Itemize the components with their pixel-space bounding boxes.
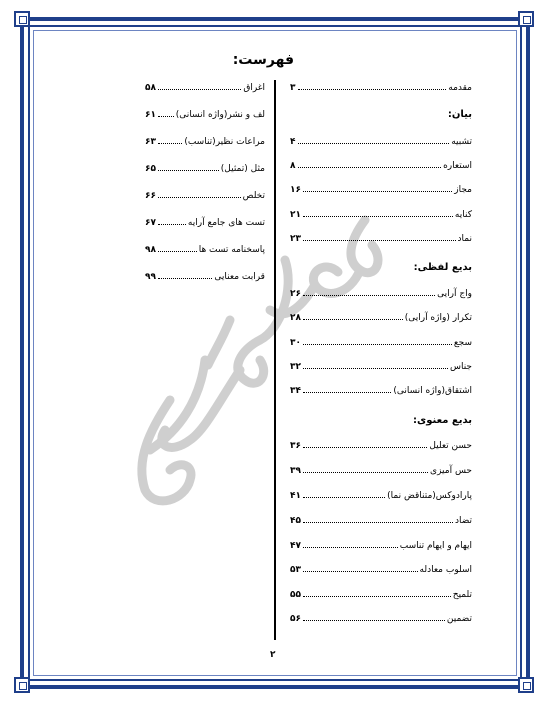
frame-corner-ornament — [518, 11, 534, 27]
leader-dots — [303, 564, 418, 572]
toc-entry[interactable] — [145, 163, 265, 177]
toc-entry-label: لف و نشر(واژه انسانی) — [175, 110, 265, 120]
toc-entry-label: حسن تعلیل — [429, 441, 472, 451]
toc-entry-page: ۴۱ — [290, 491, 301, 501]
toc-entry[interactable] — [145, 109, 265, 123]
toc-entry[interactable] — [290, 288, 472, 302]
toc-entry-page: ۲۱ — [290, 210, 301, 220]
toc-entry-label: تشبیه — [451, 137, 472, 147]
toc-entry-page: ۳ — [290, 83, 296, 93]
toc-entry-page: ۶۱ — [145, 110, 156, 120]
toc-entry-page: ۲۸ — [290, 313, 301, 323]
toc-entry[interactable] — [290, 160, 472, 174]
toc-entry-label: قرابت معنایی — [214, 272, 265, 282]
leader-dots — [298, 82, 447, 90]
frame-corner-ornament — [518, 677, 534, 693]
toc-entry[interactable] — [290, 385, 472, 399]
leader-dots — [303, 312, 403, 320]
toc-entry-label: مراعات نظیر(تناسب) — [184, 137, 265, 147]
leader-dots — [158, 163, 219, 171]
toc-entry-label: تضمین — [446, 614, 472, 624]
toc-entry[interactable] — [290, 361, 472, 375]
toc-entry-label: اشتقاق(واژه انسانی) — [393, 386, 472, 396]
leader-dots — [158, 190, 241, 198]
toc-entry-page: ۶۳ — [145, 137, 156, 147]
toc-entry-label: اغراق — [243, 83, 265, 93]
toc-entry-page: ۱۶ — [290, 185, 301, 195]
toc-entry-page: ۵۳ — [290, 565, 301, 575]
toc-entry-label: جناس — [449, 362, 472, 372]
toc-entry-label: واج آرایی — [437, 289, 472, 299]
toc-entry[interactable] — [145, 136, 265, 150]
toc-entry[interactable] — [290, 136, 472, 150]
toc-entry[interactable] — [145, 82, 265, 96]
toc-entry[interactable] — [290, 490, 472, 504]
toc-entry[interactable] — [290, 589, 472, 603]
toc-entry[interactable] — [290, 209, 472, 223]
leader-dots — [303, 515, 453, 523]
frame-corner-ornament — [14, 11, 30, 27]
toc-entry-page: ۳۰ — [290, 338, 301, 348]
toc-entry-label: پارادوکس(متناقض نما) — [387, 491, 472, 501]
toc-entry-page: ۳۴ — [290, 386, 301, 396]
toc-entry-page: ۳۹ — [290, 466, 301, 476]
toc-entry[interactable] — [290, 184, 472, 198]
frame-corner-ornament — [14, 677, 30, 693]
toc-entry-page: ۴۵ — [290, 516, 301, 526]
leader-dots — [158, 271, 212, 279]
toc-entry-label: استعاره — [443, 161, 472, 171]
toc-entry[interactable] — [290, 613, 472, 627]
page-number: ۲ — [270, 650, 276, 660]
toc-entry[interactable] — [145, 244, 265, 258]
leader-dots — [303, 209, 453, 217]
toc-entry-label: کنایه — [454, 210, 472, 220]
toc-entry-page: ۲۶ — [290, 289, 301, 299]
toc-entry[interactable] — [290, 540, 472, 554]
leader-dots — [303, 184, 452, 192]
toc-entry-page: ۴۷ — [290, 541, 301, 551]
page-title: فهرست: — [232, 52, 294, 68]
leader-dots — [303, 233, 456, 241]
toc-entry[interactable] — [145, 217, 265, 231]
leader-dots — [158, 217, 186, 225]
leader-dots — [303, 385, 391, 393]
toc-entry-label: تضاد — [454, 516, 472, 526]
leader-dots — [303, 361, 448, 369]
toc-entry[interactable] — [290, 337, 472, 351]
toc-entry-page: ۶۶ — [145, 191, 156, 201]
toc-entry-label: تکرار (واژه آرایی) — [404, 313, 472, 323]
toc-entry-label: مجاز — [454, 185, 472, 195]
toc-entry-label: تلمیح — [452, 590, 472, 600]
toc-entry-label: مقدمه — [448, 83, 472, 93]
toc-entry-label: حس آمیزی — [430, 466, 472, 476]
toc-entry[interactable] — [145, 190, 265, 204]
toc-entry-label: نماد — [457, 234, 472, 244]
leader-dots — [303, 465, 428, 473]
toc-entry-label: ایهام و ایهام تناسب — [399, 541, 472, 551]
toc-entry[interactable] — [290, 233, 472, 247]
leader-dots — [303, 440, 427, 448]
toc-entry[interactable] — [145, 271, 265, 285]
toc-entry-page: ۵۵ — [290, 590, 301, 600]
toc-entry-page: ۵۶ — [290, 614, 301, 624]
toc-entry-page: ۹۹ — [145, 272, 156, 282]
toc-entry-page: ۹۸ — [145, 245, 156, 255]
toc-entry-page: ۳۶ — [290, 441, 301, 451]
leader-dots — [158, 109, 174, 117]
toc-entry-page: ۸ — [290, 161, 296, 171]
section-heading: بدیع معنوی: — [413, 415, 472, 426]
toc-entry-label: پاسخنامه تست ها — [198, 245, 265, 255]
toc-entry-page: ۶۵ — [145, 164, 156, 174]
toc-entry[interactable] — [290, 440, 472, 454]
toc-entry-label: اسلوب معادله — [419, 565, 472, 575]
toc-entry-label: تخلص — [242, 191, 265, 201]
column-divider — [274, 80, 276, 640]
leader-dots — [298, 160, 442, 168]
toc-entry-page: ۳۲ — [290, 362, 301, 372]
toc-entry[interactable] — [290, 312, 472, 326]
toc-entry-page: ۴ — [290, 137, 296, 147]
section-heading: بیان: — [447, 109, 472, 120]
toc-entry-label: سجع — [453, 338, 472, 348]
toc-entry-label: تست های جامع آرایه — [187, 218, 265, 228]
toc-entry[interactable] — [290, 515, 472, 529]
toc-entry-page: ۲۳ — [290, 234, 301, 244]
leader-dots — [158, 136, 182, 144]
leader-dots — [303, 540, 398, 548]
leader-dots — [303, 589, 451, 597]
toc-entry[interactable] — [290, 465, 472, 479]
toc-entry-label: مثل (تمثیل) — [220, 164, 265, 174]
toc-entry[interactable] — [290, 82, 472, 96]
leader-dots — [303, 288, 435, 296]
leader-dots — [158, 244, 197, 252]
leader-dots — [303, 613, 445, 621]
leader-dots — [158, 82, 241, 90]
toc-entry-page: ۶۷ — [145, 218, 156, 228]
leader-dots — [303, 490, 385, 498]
leader-dots — [303, 337, 452, 345]
toc-entry[interactable] — [290, 564, 472, 578]
section-heading: بدیع لفظی: — [413, 262, 472, 273]
toc-entry-page: ۵۸ — [145, 83, 156, 93]
leader-dots — [298, 136, 450, 144]
